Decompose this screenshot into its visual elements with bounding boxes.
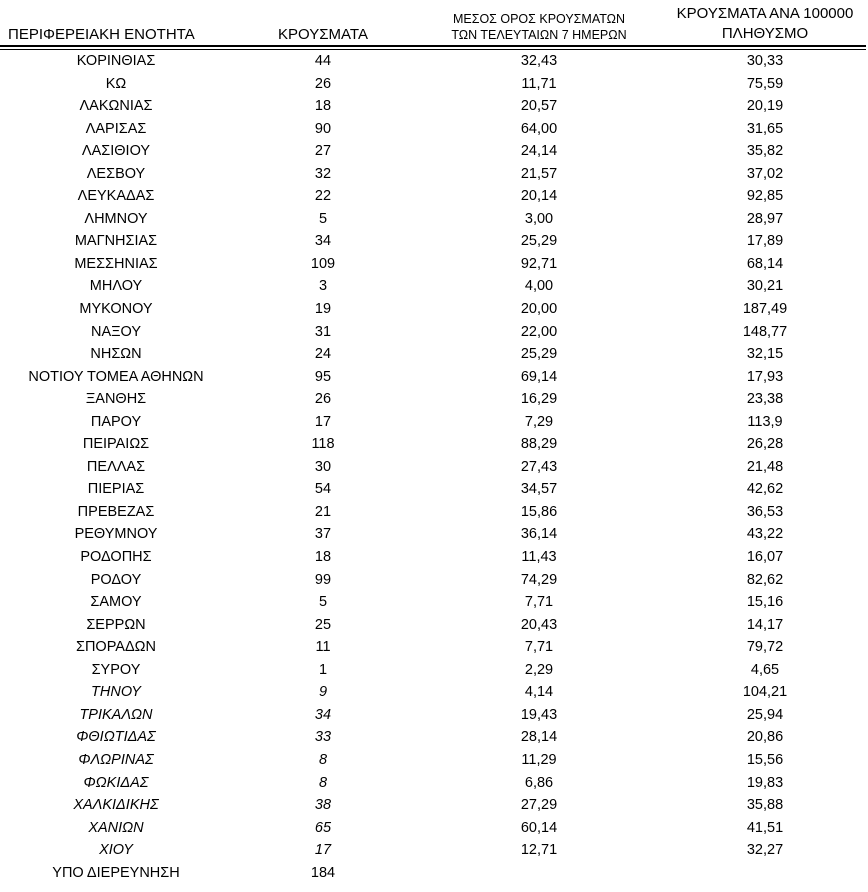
cell-cases: 5 [318, 210, 328, 227]
cell-per-100k: 32,27 [746, 842, 784, 859]
cell-per-100k: 32,15 [746, 346, 784, 363]
table-header [0, 4, 866, 50]
cell-7day-average: 11,71 [521, 75, 557, 92]
cell-region: ΣΠΟΡΑΔΩΝ [76, 639, 156, 656]
cell-region: ΚΩ [105, 75, 127, 92]
cell-per-100k: 35,88 [746, 797, 784, 814]
table-row [0, 659, 866, 682]
cell-7day-average: 74,29 [520, 571, 558, 588]
table-row [0, 118, 866, 141]
cell-per-100k: 14,17 [746, 616, 784, 633]
cell-cases: 18 [314, 98, 332, 115]
cell-cases: 90 [314, 120, 332, 137]
cell-cases: 24 [314, 346, 332, 363]
table-row [0, 501, 866, 524]
cell-cases: 5 [318, 594, 328, 611]
cell-region: ΠΕΛΛΑΣ [86, 458, 146, 475]
cell-region: ΤΡΙΚΑΛΩΝ [79, 706, 153, 723]
cell-per-100k: 43,22 [746, 526, 784, 543]
cell-per-100k: 92,85 [746, 188, 784, 205]
column-header-7day-average-line1: ΜΕΣΟΣ ΟΡΟΣ ΚΡΟΥΣΜΑΤΩΝ [452, 11, 626, 26]
cell-per-100k: 187,49 [742, 301, 788, 318]
cell-7day-average: 6,86 [524, 774, 554, 791]
cell-per-100k: 20,86 [746, 729, 784, 746]
cell-cases: 18 [314, 549, 332, 566]
table-row [0, 388, 866, 411]
column-header-7day-average-line2: ΤΩΝ ΤΕΛΕΥΤΑΙΩΝ 7 ΗΜΕΡΩΝ [451, 27, 627, 42]
cell-per-100k: 17,89 [746, 233, 784, 250]
table-row [0, 862, 866, 885]
cell-region: ΣΥΡΟΥ [91, 661, 141, 678]
cell-region: ΜΕΣΣΗΝΙΑΣ [74, 255, 158, 272]
cell-cases: 8 [318, 774, 328, 791]
cell-per-100k: 20,19 [746, 98, 784, 115]
cell-per-100k [664, 862, 866, 885]
cell-region: ΝΗΣΩΝ [90, 346, 142, 363]
table-row [0, 321, 866, 344]
cell-7day-average: 25,29 [520, 233, 558, 250]
cell-region: ΞΑΝΘΗΣ [85, 391, 147, 408]
cell-cases: 65 [314, 819, 332, 836]
cell-region: ΧΑΝΙΩΝ [88, 819, 144, 836]
cell-cases: 19 [314, 301, 332, 318]
column-header-per-100k-line2: ΠΛΗΘΥΣΜΟ [721, 24, 809, 42]
cell-per-100k: 36,53 [746, 503, 784, 520]
cell-cases: 1 [318, 661, 328, 678]
cell-per-100k: 17,93 [746, 368, 784, 385]
cell-per-100k: 25,94 [746, 706, 784, 723]
cell-region: ΧΑΛΚΙΔΙΚΗΣ [73, 797, 159, 814]
table-row [0, 523, 866, 546]
cell-region: ΤΗΝΟΥ [91, 684, 141, 701]
table-row [0, 298, 866, 321]
cell-cases: 21 [314, 503, 332, 520]
cell-cases: 9 [318, 684, 328, 701]
cell-region: ΣΑΜΟΥ [90, 594, 142, 611]
cell-per-100k: 41,51 [746, 819, 784, 836]
cell-region: ΜΗΛΟΥ [89, 278, 143, 295]
cell-cases: 184 [310, 864, 336, 881]
table-row [0, 478, 866, 501]
cell-7day-average: 64,00 [520, 120, 558, 137]
cell-per-100k: 15,56 [746, 751, 784, 768]
cell-region: ΠΕΙΡΑΙΩΣ [82, 436, 150, 453]
column-header-7day-average [414, 4, 664, 45]
cell-cases: 17 [314, 842, 332, 859]
cell-cases: 22 [314, 188, 332, 205]
cell-region: ΣΕΡΡΩΝ [86, 616, 146, 633]
cell-region: ΡΟΔΟΠΗΣ [80, 549, 152, 566]
cell-cases: 26 [314, 391, 332, 408]
table-body [0, 50, 866, 884]
cell-cases: 26 [314, 75, 332, 92]
cell-per-100k: 42,62 [746, 481, 784, 498]
table-row [0, 185, 866, 208]
table-row [0, 50, 866, 73]
cell-region: ΝΟΤΙΟΥ ΤΟΜΕΑ ΑΘΗΝΩΝ [28, 368, 204, 385]
cell-cases: 17 [314, 413, 332, 430]
cell-region: ΧΙΟΥ [99, 842, 133, 859]
cell-per-100k: 82,62 [746, 571, 784, 588]
cell-7day-average [414, 862, 664, 885]
table-row [0, 591, 866, 614]
cell-7day-average: 11,29 [521, 751, 557, 768]
cell-region: ΦΘΙΩΤΙΔΑΣ [76, 729, 156, 746]
cell-7day-average: 7,71 [524, 594, 554, 611]
cell-region: ΛΗΜΝΟΥ [84, 210, 148, 227]
cell-cases: 34 [314, 233, 332, 250]
cell-cases: 27 [314, 143, 332, 160]
table-row [0, 726, 866, 749]
cell-region: ΛΑΣΙΘΙΟΥ [81, 143, 151, 160]
cell-7day-average: 12,71 [520, 842, 558, 859]
cell-region: ΜΥΚΟΝΟΥ [79, 301, 153, 318]
cell-7day-average: 21,57 [520, 165, 558, 182]
column-header-cases: ΚΡΟΥΣΜΑΤΑ [278, 26, 368, 43]
table-row [0, 614, 866, 637]
cell-7day-average: 20,43 [520, 616, 558, 633]
cell-region: ΡΕΘΥΜΝΟΥ [74, 526, 158, 543]
cell-7day-average: 60,14 [520, 819, 558, 836]
cell-7day-average: 28,14 [520, 729, 558, 746]
cell-region: ΜΑΓΝΗΣΙΑΣ [74, 233, 158, 250]
table-row [0, 546, 866, 569]
cell-7day-average: 11,43 [521, 549, 557, 566]
cell-cases: 118 [311, 436, 335, 453]
cell-7day-average: 92,71 [520, 255, 558, 272]
table-row [0, 208, 866, 231]
cell-per-100k: 35,82 [746, 143, 784, 160]
cell-per-100k: 79,72 [746, 639, 784, 656]
cell-region: ΠΡΕΒΕΖΑΣ [77, 503, 155, 520]
cell-cases: 44 [314, 53, 332, 69]
cell-per-100k: 19,83 [746, 774, 784, 791]
cell-cases: 33 [314, 729, 332, 746]
cell-region: ΠΙΕΡΙΑΣ [87, 481, 145, 498]
cell-cases: 109 [310, 255, 336, 272]
cell-region: ΛΕΥΚΑΔΑΣ [77, 188, 155, 205]
cell-7day-average: 36,14 [520, 526, 558, 543]
cell-7day-average: 16,29 [520, 391, 558, 408]
cell-7day-average: 20,00 [520, 301, 558, 318]
table-row [0, 817, 866, 840]
cell-region: ΚΟΡΙΝΘΙΑΣ [76, 53, 156, 69]
cell-cases: 54 [314, 481, 332, 498]
table-row [0, 230, 866, 253]
table-header-row [0, 4, 866, 45]
table-row [0, 636, 866, 659]
cell-region: ΛΕΣΒΟΥ [86, 165, 146, 182]
cell-7day-average: 27,29 [520, 797, 558, 814]
table-row [0, 95, 866, 118]
cell-region: ΦΛΩΡΙΝΑΣ [78, 751, 154, 768]
table-row [0, 73, 866, 96]
cell-cases: 31 [314, 323, 332, 340]
cell-7day-average: 34,57 [520, 481, 558, 498]
table-row [0, 569, 866, 592]
cell-7day-average: 2,29 [524, 661, 554, 678]
column-header-region: ΠΕΡΙΦΕΡΕΙΑΚΗ ΕΝΟΤΗΤΑ [8, 26, 195, 43]
cell-7day-average: 88,29 [520, 436, 558, 453]
cell-per-100k: 75,59 [746, 75, 784, 92]
table-row [0, 343, 866, 366]
cell-7day-average: 4,14 [524, 684, 554, 701]
cell-7day-average: 20,14 [520, 188, 558, 205]
cell-region: ΛΑΚΩΝΙΑΣ [79, 98, 153, 115]
cell-7day-average: 69,14 [520, 368, 558, 385]
table-row [0, 749, 866, 772]
cell-cases: 3 [318, 278, 328, 295]
table-row [0, 275, 866, 298]
table-row [0, 253, 866, 276]
cell-per-100k: 21,48 [746, 458, 784, 475]
regional-cases-table [0, 4, 866, 884]
cell-cases: 8 [318, 751, 328, 768]
cell-per-100k: 31,65 [746, 120, 784, 137]
table-row [0, 140, 866, 163]
table-row [0, 366, 866, 389]
cell-7day-average: 27,43 [520, 458, 558, 475]
cell-region: ΝΑΞΟΥ [90, 323, 142, 340]
cell-per-100k: 15,16 [746, 594, 784, 611]
cell-region: ΠΑΡΟΥ [90, 413, 142, 430]
table-row [0, 704, 866, 727]
cell-7day-average: 22,00 [520, 323, 558, 340]
cell-cases: 30 [314, 458, 332, 475]
cell-7day-average: 15,86 [520, 503, 558, 520]
cell-per-100k: 104,21 [742, 684, 788, 701]
cell-per-100k: 148,77 [742, 323, 788, 340]
column-header-per-100k-line1: ΚΡΟΥΣΜΑΤΑ ΑΝΑ 100000 [676, 5, 854, 22]
cell-cases: 37 [314, 526, 332, 543]
table-row [0, 411, 866, 434]
cell-per-100k: 37,02 [746, 165, 784, 182]
cell-7day-average: 24,14 [520, 143, 558, 160]
cell-per-100k: 28,97 [746, 210, 784, 227]
cell-per-100k: 26,28 [746, 436, 784, 453]
cell-7day-average: 7,29 [524, 413, 554, 430]
cell-per-100k: 23,38 [746, 391, 784, 408]
cell-region: ΦΩΚΙΔΑΣ [83, 774, 149, 791]
cell-per-100k: 68,14 [746, 255, 784, 272]
cell-cases: 25 [314, 616, 332, 633]
cell-region: ΛΑΡΙΣΑΣ [85, 120, 147, 137]
table-row [0, 839, 866, 862]
cell-7day-average: 4,00 [524, 278, 554, 295]
cell-cases: 11 [315, 639, 331, 656]
table-row [0, 794, 866, 817]
cell-cases: 34 [314, 706, 332, 723]
cell-cases: 99 [314, 571, 332, 588]
cell-7day-average: 3,00 [524, 210, 554, 227]
cell-7day-average: 25,29 [520, 346, 558, 363]
cell-per-100k: 113,9 [747, 413, 783, 430]
cell-cases: 38 [314, 797, 332, 814]
table-row [0, 433, 866, 456]
table-row [0, 456, 866, 479]
cell-7day-average: 19,43 [520, 706, 558, 723]
table-row [0, 163, 866, 186]
cell-per-100k: 4,65 [750, 661, 780, 678]
cell-7day-average: 20,57 [520, 98, 558, 115]
cell-cases: 95 [314, 368, 332, 385]
cell-cases: 32 [314, 165, 332, 182]
cell-7day-average: 32,43 [520, 53, 558, 69]
table-row [0, 772, 866, 795]
cell-per-100k: 30,21 [746, 278, 784, 295]
table-row [0, 681, 866, 704]
cell-region: ΡΟΔΟΥ [90, 571, 142, 588]
cell-7day-average: 7,71 [524, 639, 554, 656]
column-header-per-100k [664, 4, 866, 45]
cell-per-100k: 30,33 [746, 53, 784, 69]
cell-region: ΥΠΟ ΔΙΕΡΕΥΝΗΣΗ [52, 864, 180, 881]
cell-per-100k: 16,07 [746, 549, 784, 566]
